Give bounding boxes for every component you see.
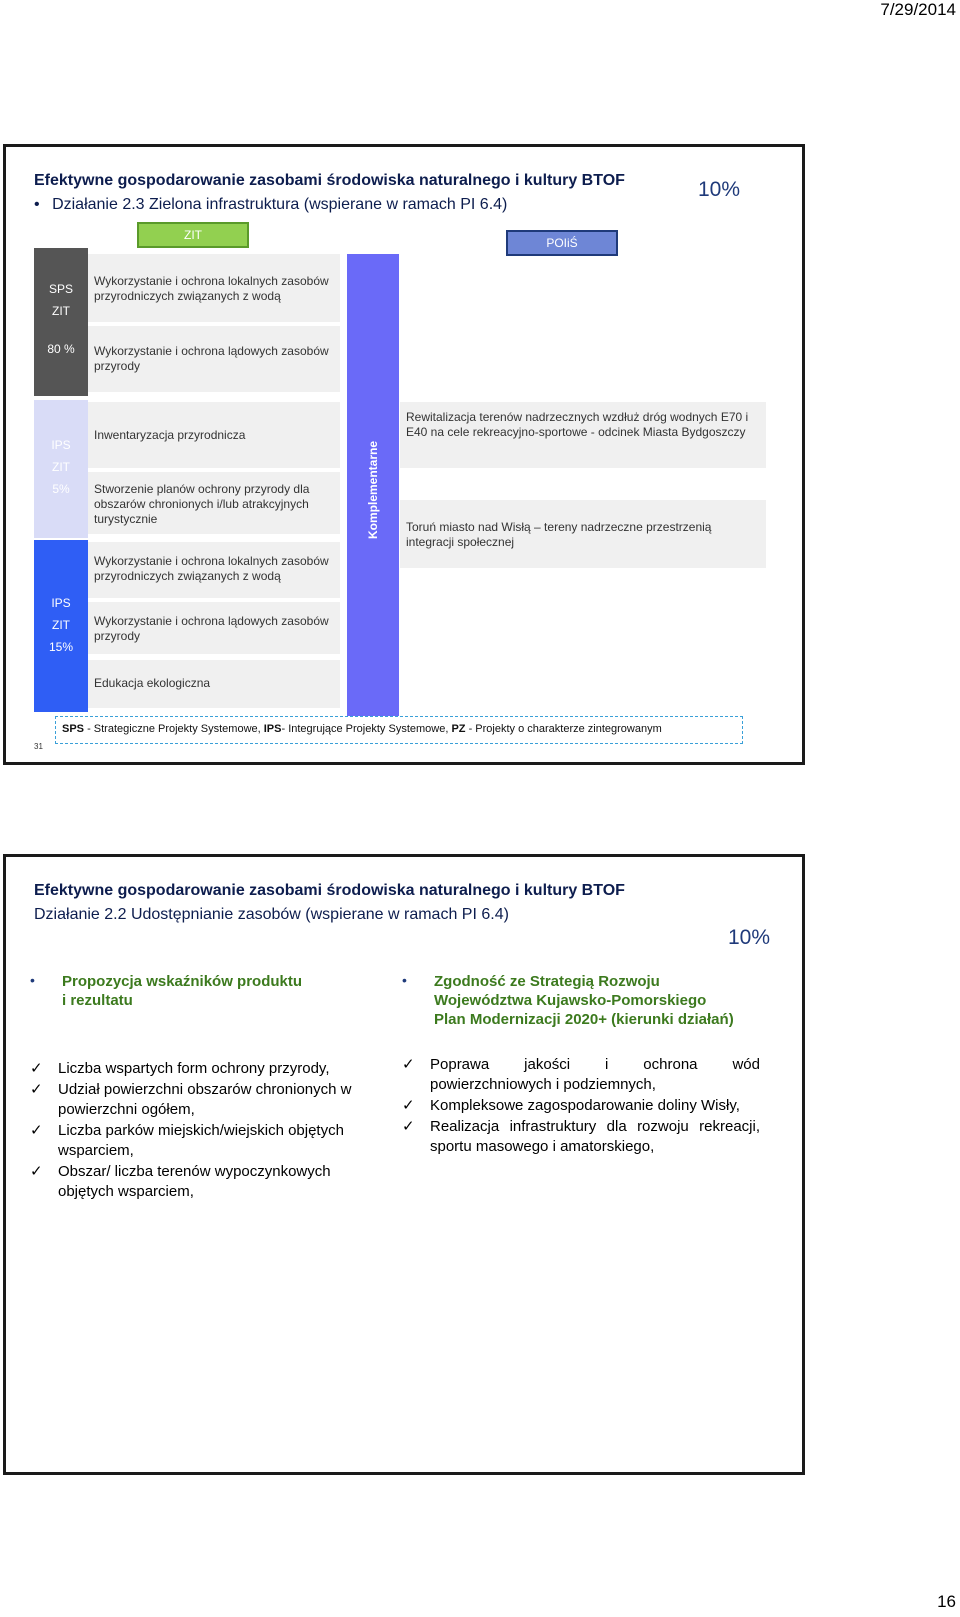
ips-zit-15-bar: IPS ZIT 15% xyxy=(34,540,88,712)
abbreviations-legend: SPS - Strategiczne Projekty Systemowe, IPS- Integrujące Projekty Systemowe, PZ - Projekty o charakterze zintegrowanym xyxy=(55,716,743,744)
box-ladowe-1: Wykorzystanie i ochrona lądowych zasobów przyrody xyxy=(88,326,340,392)
check-icon: ✓ xyxy=(402,1056,415,1073)
komplementarne-label: Komplementarne xyxy=(366,440,380,540)
sps-zit-bar: SPS ZIT 80 % xyxy=(34,248,88,396)
list-item: ✓ Udział powierzchni obszarów chronionych w powierzchni ogółem, xyxy=(30,1081,352,1118)
list-item: ✓ Obszar/ liczba terenów wypoczynkowych objętych wsparciem, xyxy=(30,1163,331,1200)
slide1-number: 31 xyxy=(34,742,43,751)
box-lokalne-woda-2: Wykorzystanie i ochrona lokalnych zasobów przyrodniczych związanych z wodą xyxy=(88,542,340,598)
list-item: ✓ Kompleksowe zagospodarowanie doliny Wisły, xyxy=(402,1097,740,1114)
page-number: 16 xyxy=(937,1592,956,1611)
box-ladowe-2: Wykorzystanie i ochrona lądowych zasobów przyrody xyxy=(88,602,340,654)
list-item: ✓ Poprawa jakości i ochrona wód powierzchniowych i podziemnych, xyxy=(402,1056,760,1093)
box-torun: Toruń miasto nad Wisłą – tereny nadrzeczne przestrzenią integracji społecznej xyxy=(400,500,766,568)
check-icon: ✓ xyxy=(30,1081,43,1098)
check-icon: ✓ xyxy=(402,1097,415,1114)
box-plany-ochrony: Stworzenie planów ochrony przyrody dla obszarów chronionych i/lub atrakcyjnych turystycznie xyxy=(88,472,340,534)
list-item: ✓ Realizacja infrastruktury dla rozwoju rekreacji, sportu masowego i amatorskiego, xyxy=(402,1118,760,1155)
check-icon: ✓ xyxy=(402,1118,415,1135)
check-icon: ✓ xyxy=(30,1122,43,1139)
slide1-percent: 10% xyxy=(698,178,741,201)
check-icon: ✓ xyxy=(30,1060,43,1077)
box-edukacja: Edukacja ekologiczna xyxy=(88,660,340,708)
poiis-tag: POIiŚ xyxy=(506,230,618,256)
slide2-title: Efektywne gospodarowanie zasobami środowiska naturalnego i kultury BTOF xyxy=(34,882,625,899)
box-rewitalizacja: Rewitalizacja terenów nadrzecznych wzdłuż dróg wodnych E70 i E40 na cele rekreacyjno-sportowe - odcinek Miasta Bydgoszczy xyxy=(400,402,766,468)
box-lokalne-woda-1: Wykorzystanie i ochrona lokalnych zasobów przyrodniczych związanych z wodą xyxy=(88,254,340,322)
ips-zit-5-bar: IPS ZIT 5% xyxy=(34,400,88,538)
slide2-subtitle: Działanie 2.2 Udostępnianie zasobów (wspierane w ramach PI 6.4) xyxy=(34,906,509,923)
box-inwentaryzacja: Inwentaryzacja przyrodnicza xyxy=(88,402,340,468)
page-date: 7/29/2014 xyxy=(880,0,956,19)
slide2-percent: 10% xyxy=(728,926,771,949)
bullet-icon: • xyxy=(402,972,407,988)
bullet-icon: • xyxy=(30,972,35,988)
slide1-title: Efektywne gospodarowanie zasobami środowiska naturalnego i kultury BTOF xyxy=(34,172,625,189)
strategy-list xyxy=(402,1055,760,1158)
zit-tag: ZIT xyxy=(137,222,249,248)
indicators-heading: Propozycja wskaźników produktu i rezultatu xyxy=(62,973,303,1009)
check-icon: ✓ xyxy=(30,1163,43,1180)
indicators-list xyxy=(30,1059,380,1203)
slide1-subtitle: • Działanie 2.3 Zielona infrastruktura (wspierane w ramach PI 6.4) xyxy=(34,196,508,213)
list-item: ✓ Liczba wspartych form ochrony przyrody, xyxy=(30,1060,330,1077)
strategy-heading: Zgodność ze Strategią Rozwoju Województwa Kujawsko-Pomorskiego Plan Modernizacji 2020+ (kierunki działań) xyxy=(434,973,734,1028)
bullet-icon: • xyxy=(34,196,40,213)
list-item: ✓ Liczba parków miejskich/wiejskich objętych wsparciem, xyxy=(30,1122,344,1159)
